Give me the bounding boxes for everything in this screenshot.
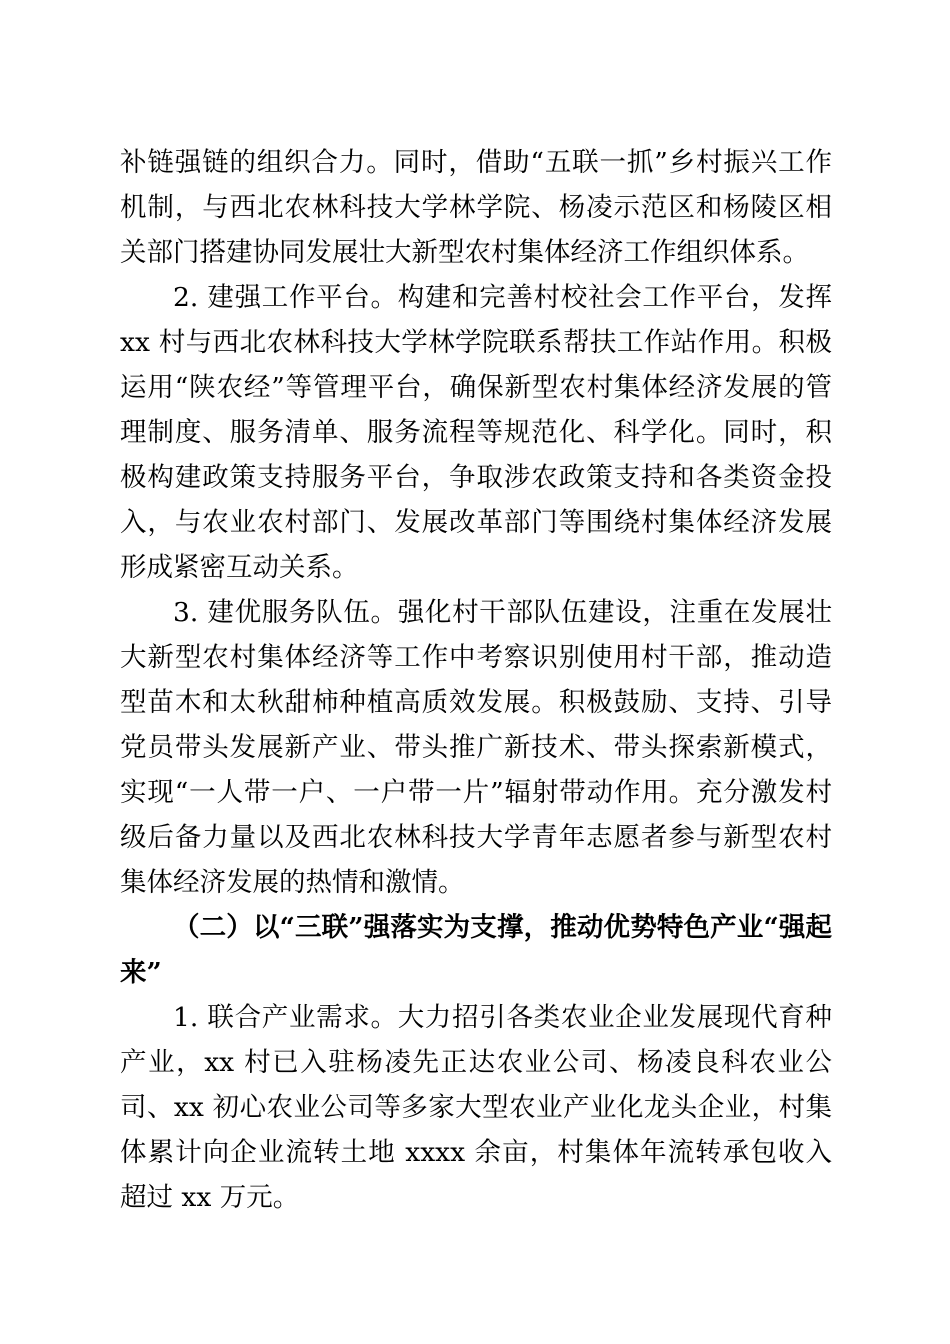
section-heading: （二）以“三联”强落实为支撑，推动优势特色产业“强起来” <box>120 912 832 988</box>
paragraph-industry-demand: 1. 联合产业需求。大力招引各类农业企业发展现代育种产业，xx 村已入驻杨凌先正达农业公司、杨凌良科农业公司、xx 初心农业公司等多家大型农业产业化龙头企业，村集体累计向企业流转土地 xxxx 余亩，村集体年流转承包收入超过 xx 万元。 <box>120 1002 832 1213</box>
document-body <box>120 140 832 1220</box>
paragraph-work-platform: 2. 建强工作平台。构建和完善村校社会工作平台，发挥 xx 村与西北农林科技大学林学院联系帮扶工作站作用。积极运用“陕农经”等管理平台，确保新型农村集体经济发展的管理制度、服务清单、服务流程等规范化、科学化。同时，积极构建政策支持服务平台，争取涉农政策支持和各类资金投入，与农业农村部门、发展改革部门等围绕村集体经济发展形成紧密互动关系。 <box>120 282 832 583</box>
paragraph-service-team: 3. 建优服务队伍。强化村干部队伍建设，注重在发展壮大新型农村集体经济等工作中考察识别使用村干部，推动造型苗木和太秋甜柿种植高质效发展。积极鼓励、支持、引导党员带头发展新产业、带头推广新技术、带头探索新模式，实现“一人带一户、一户带一片”辐射带动作用。充分激发村级后备力量以及西北农林科技大学青年志愿者参与新型农村集体经济发展的热情和激情。 <box>120 597 832 898</box>
paragraph-continued: 补链强链的组织合力。同时，借助“五联一抓”乡村振兴工作机制，与西北农林科技大学林学院、杨凌示范区和杨陵区相关部门搭建协同发展壮大新型农村集体经济工作组织体系。 <box>120 147 832 268</box>
